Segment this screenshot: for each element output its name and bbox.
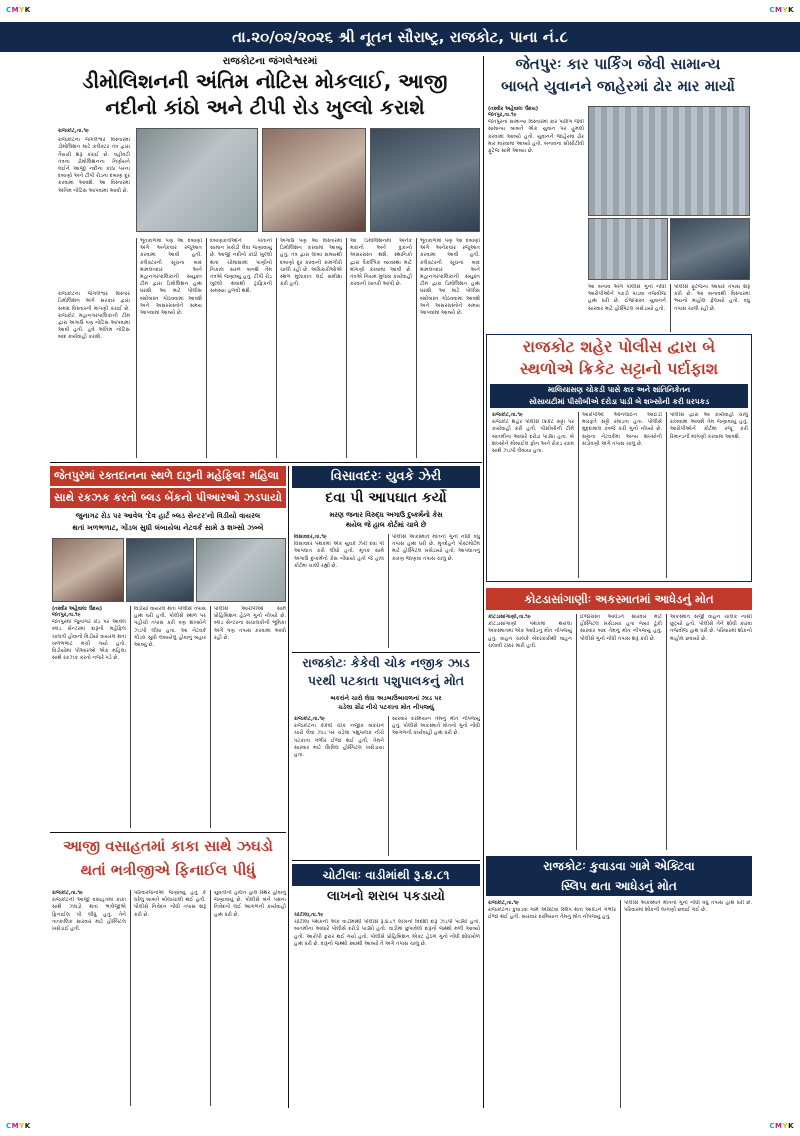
story3-column-1 xyxy=(492,412,574,578)
story10-body-col2: પોલીસે અકસ્માતે મોતનો ગુનો નોંધી વધુ તપાસ હાથ ધરી છે. પરિવારમાં શોકની લાગણી છવાઈ ગઈ છે. xyxy=(620,900,752,1108)
story4-headline-line2: સાથે રકઝક કરતો બ્લડ બેંકનો પીઆરઓ ઝડપાયો xyxy=(50,488,286,508)
story2-dateline: જેતપુર,તા.૧૯ xyxy=(488,112,517,118)
story2-photo-cctv-2 xyxy=(588,218,668,280)
story2-photo-cctv xyxy=(588,106,750,216)
story10-column-1 xyxy=(488,900,616,1108)
story7-subhead xyxy=(292,694,480,712)
story1-body-col3: દબાણકર્તાઓને પોતાનો સામાન ખસેડી લેવા જણાવાયું છે. આજી નદીનો કાંઠો ખુલ્લો થતાં ચોમાસામાં પાણીનો નિકાલ સરળ બનશે તેમ તંત્રએ જણાવ્યું હતું. ટીપી રોડ ખુલ્લો થવાથી ટ્રાફિકની સમસ્યા હળવી થશે. xyxy=(206,238,272,458)
story1-body-col1: રાજકોટના જંગલેશ્વર વિસ્તારમાં ડીમોલિશન માટે કલેક્ટર તંત્ર દ્વારા તૈયારી શરૂ કરાઈ છે. વહીવટી તંત્રના ડીમોલિશનના નિર્ણયને લઈને આજી નદીના કાંઠા પરના દબાણો અને ટીપી રોડના દબાણ દૂર કરવામાં આવશે. આ વિસ્તારમાં અંતિમ નોટિસ આપવામાં આવી છે. xyxy=(58,137,130,194)
story8-body-col3: યુવતીની હાલત હાલ સ્થિર હોવાનું જણાવાયું છે. પોલીસે બંને પક્ષના નિવેદનો લઈ આગળની કાર્યવાહી હાથ ધરી છે. xyxy=(210,890,286,1106)
story5-dateline: વિસાવદર,તા.૧૯ xyxy=(294,534,327,540)
story4-subhead-line1: જુનાગઢ રોડ પર આવેલ 'દેવ હાર્ટ બ્લડ સેન્ટર'નો વિડીયો વાયરલ xyxy=(75,511,261,520)
story7-body-col2: સારવાર દરમિયાન તેમનું મોત નીપજ્યું હતું. પોલીસે અકસ્માતે મોતનો ગુનો નોંધી આગળની કાર્યવાહી હાથ ધરી છે. xyxy=(388,716,480,856)
story4-photo-3 xyxy=(196,538,286,602)
story9-headline-line1: ચોટીલાઃ વાડીમાંથી રૂ.૪.૮૧ xyxy=(292,864,480,886)
print-mark-top-left: CMYK xyxy=(6,6,31,14)
story3-subhead xyxy=(490,384,748,408)
divider xyxy=(292,860,480,861)
story7-subhead-line1: બકરાંને ચારો લેવા અડબાઉબાવળનાં ઝાડ પર xyxy=(330,695,442,702)
story3-headline-line2: સ્થળોએ ક્રિકેટ સટ્ટાનો પર્દાફાશ xyxy=(519,359,719,378)
story5-body-col2: પોલીસે અકસ્માતે મોતનો ગુનો નોંધી વધુ તપાસ હાથ ધરી છે. મૃતદેહને પોસ્ટમોર્ટમ માટે હોસ્પિટલ ખસેડાયો હતો. આપઘાતનું કારણ જાણવા તપાસ ચાલુ છે. xyxy=(388,534,480,648)
story8-column-1 xyxy=(52,890,126,1106)
story10-dateline: રાજકોટ,તા.૧૯ xyxy=(488,900,520,906)
story1-photo-crowd xyxy=(262,128,366,232)
story4-subhead xyxy=(50,510,286,536)
story8-headline-line1: આજી વસાહતમાં કાકા સાથે ઝઘડો xyxy=(63,837,273,855)
story2-headline-line1: જેતપુરઃ કાર પાર્કિંગ જેવી સામાન્ય xyxy=(515,55,721,73)
story9-dateline: ચોટીલા,તા.૧૯ xyxy=(294,912,324,918)
story4-body-col2: વિડીયો વાયરલ થતાં પોલીસે તપાસ હાથ ધરી હતી. પોલીસે સ્થળ પર પહોંચી તપાસ કરી ત્રણ શખ્સોને ઝડપી લીધા હતા. આ નેટવર્ક ગોંડલ સુધી લંબાયેલું હોવાનું બહાર આવ્યું છે. xyxy=(130,606,206,828)
story5-subhead-line2: થયેલ જે હાલ કોર્ટમાં ચાલે છે xyxy=(345,521,427,529)
story6-body-col2: ઈજાગ્રસ્ત આધેડને સારવાર માટે હોસ્પિટલ ખસેડાયા હતા જ્યાં ટૂંકી સારવાર બાદ તેમનું મોત નીપજ્યું હતું. પોલીસે ગુનો નોંધી તપાસ શરૂ કરી છે. xyxy=(576,614,662,850)
story4-column-1 xyxy=(52,606,126,828)
story7-headline-line1: રાજકોટઃ કેકેવી ચોક નજીક ઝાડ xyxy=(302,655,470,670)
story3-body-col1: રાજકોટ શહેર પોલીસે ક્રિકેટ સટ્ટા પર કાર્યવાહી કરી હતી. પીસીબીની ટીમે બાતમીના આધારે દરોડા પાડ્યા હતા. બે શખ્સોને મોબાઈલ ફોન અને રોકડ રકમ સાથે ઝડપી લેવાયા હતા. xyxy=(492,419,574,455)
story1-body-col5: આ ડિમોલિશનમાં અનેક મકાનો અને દુકાનો અસરગ્રસ્ત થશે. સ્થાનિકો દ્વારા વૈકલ્પિક વ્યવસ્થા માટે માંગણી કરવામાં આવી છે. તંત્રએ નિયમ મુજબ કાર્યવાહી કરવાની ખાતરી આપી છે. xyxy=(346,238,412,458)
story6-body-col1: કોટડાસાંગાણી પંથકમાં થયેલા અકસ્માતમાં એક આધેડનું મોત નીપજ્યું હતું. વાહન ચાલકે બેદરકારીથી વાહન ચલાવી ટક્કર મારી હતી. xyxy=(488,621,572,649)
story1-headline-line1: ડીમોલિશનની અંતિમ નોટિસ મોકલાઈ, આજી xyxy=(82,69,448,93)
story6-dateline: કોટડાસાંગાણી,તા.૧૯ xyxy=(488,614,531,620)
story9-headline-line2: લાખનો શરાબ પકડાયો xyxy=(327,889,445,904)
story5-subhead xyxy=(292,510,480,530)
column-divider xyxy=(288,466,289,1108)
story8-body-col2: પરિવારજનોએ જણાવ્યું હતું કે ઘરેલુ બાબતે બોલાચાલી થઈ હતી. પોલીસે નિવેદન નોંધી તપાસ શરૂ કરી છે. xyxy=(130,890,206,1106)
story2-column-1 xyxy=(488,106,584,326)
story3-body-col2: આરોપીઓ ઓનલાઈન આઈડી મારફતે સટ્ટો રમાડતા હતા. પોલીસે મુદ્દામાલ કબ્જે કરી ગુનો નોંધ્યો છે. સટ્ટાના નેટવર્કમાં અન્ય શખ્સોની સંડોવણી અંગે તપાસ ચાલુ છે. xyxy=(578,412,662,578)
story4-body-col3: પોલીસે આરોપીઓ સામે પ્રોહિબિશન હેઠળ ગુનો નોંધ્યો છે. બ્લડ સેન્ટરના સંચાલકોની ભૂમિકા અંગે પણ તપાસ કરવામાં આવી રહી છે. xyxy=(210,606,286,828)
print-mark-bottom-left: CMYK xyxy=(6,1122,31,1130)
print-mark-top-right: CMYK xyxy=(769,6,794,14)
story8-dateline: રાજકોટ,તા.૧૯ xyxy=(52,890,84,896)
story3-headline-line1: રાજકોટ શહેર પોલીસ દ્વારા બે xyxy=(522,337,716,356)
story5-column-1 xyxy=(294,534,384,648)
story1-dateline: રાજકોટ,તા.૧૯ xyxy=(58,128,90,134)
story4-photo-2 xyxy=(126,538,194,602)
story10-headline xyxy=(486,856,752,896)
divider xyxy=(50,462,482,463)
story9-body-col1: ચોટીલા પંથકની એક વાડીમાંથી પોલીસે રૂ.૪.૮૧ લાખનો વિદેશી દારૂ ઝડપી પાડ્યો હતો. બાતમીના આધારે પોલીસે દરોડો પાડ્યો હતો. વાડીમાં છુપાવેલો દારૂનો જથ્થો મળી આવ્યો હતો. આરોપી ફરાર થઈ ગયો હતો. પોલીસે પ્રોહિબિશન એક્ટ હેઠળ ગુનો નોંધી શોધખોળ હાથ ધરી છે. દારૂનો જથ્થો ક્યાંથી આવ્યો તે અંગે તપાસ ચાલુ છે. xyxy=(294,919,480,947)
story10-headline-line1: રાજકોટઃ કુવાડવા ગામે એક્ટિવા xyxy=(543,859,695,873)
story1-headline-line2: નદીનો કાંઠો અને ટીપી રોડ ખુલ્લો કરાશે xyxy=(105,95,425,119)
story4-body-col1: જેતપુરમાં જુનાગઢ રોડ પર આવેલ બ્લડ સેન્ટરમાં દારૂની મહેફિલ ચાલતી હોવાનો વિડીયો વાયરલ થતાં ખળભળાટ મચી ગયો હતો. વિડીયોમાં પીઆરઓ એક મહિલા સાથે રકઝક કરતો નજરે પડે છે. xyxy=(52,619,126,662)
story7-subhead-line2: ચડેલા ગ્રૌઢ નીચે પટકાતા મોત નીપજ્યું xyxy=(337,704,434,711)
column-divider xyxy=(483,56,484,1108)
story1-photo-meeting xyxy=(370,128,480,232)
story1-body-col1b: રાજકોટના જંગલેશ્વર વિસ્તાર ડિમોલિશન અંગે સરકાર દ્વારા સમગ્ર વિસ્તારની માપણી કરાઈ છે. રાજકોટ મહાનગરપાલિકાની ટીમ દ્વારા અગાઉ પણ નોટિસ આપવામાં આવી હતી. હવે અંતિમ નોટિસ બાદ કાર્યવાહી કરાશે. xyxy=(58,291,130,341)
story10-headline-line2: સ્લિપ થતા આધેડનું મોત xyxy=(561,879,677,893)
story4-subhead-line2: થતાં ખળભળાટ, ગોંડલ સુધી લંબાયેલા નેટવર્ક સામે ૩ શખ્સો ઝબ્બે xyxy=(72,523,264,532)
story4-dateline: જેતપુર,તા.૧૯ xyxy=(52,612,81,618)
story5-headline-line2: દવા પી આપઘાત કર્યો xyxy=(325,490,447,506)
story7-dateline: રાજકોટ,તા.૧૯ xyxy=(294,716,326,722)
divider xyxy=(292,652,480,653)
story1-body-col2: ભૂતકાળમાં પણ આ દબાણો અંગે અનેકવાર રજૂઆત કરવામાં આવી હતી. કલેક્ટરની સૂચના બાદ મામલતદાર અને મહાનગરપાલિકાની સંયુક્ત ટીમ દ્વારા ડિમોલિશન હાથ ધરાશે. આ માટે પોલીસ બંદોબસ્ત ગોઠવવામાં આવશે અને અસરગ્રસ્તોને સમય આપવામાં આવ્યો છે. xyxy=(136,238,202,458)
story10-body-col1: રાજકોટના કુવાડવા ગામે એક્ટિવા સ્લિપ થતાં આધેડને ગંભીર ઈજા થઈ હતી. સારવાર દરમિયાન તેમનું મોત નીપજ્યું હતું. xyxy=(488,907,616,921)
story7-column-1 xyxy=(294,716,384,856)
story1-kicker: રાજકોટના જંગલેશ્વરમાં xyxy=(222,56,318,67)
story6-column-1 xyxy=(488,614,572,850)
story1-photo-officials xyxy=(136,128,258,232)
story4-credit: (તસ્વીર અહેવાલઃ ઉદય) xyxy=(52,606,103,612)
story2-photo-cctv-3 xyxy=(670,218,750,280)
story1-column-1 xyxy=(58,128,130,458)
story4-photo-1 xyxy=(52,538,124,602)
story5-headline-line1: વિસાવદરઃ યુવકે ઝેરી xyxy=(292,466,480,488)
story8-body-col1: રાજકોટની આજી વસાહતમાં કાકા સાથે ઝઘડો થતાં ભત્રીજીએ ફિનાઈલ પી લીધું હતું. તેને તાત્કાલિક સારવાર માટે હોસ્પિટલ ખસેડાઈ હતી. xyxy=(52,897,126,933)
story2-body-col1: જેતપુરના સામાન્ય વિસ્તારમાં કાર પાર્કિંગ જેવી સામાન્ય બાબતે એક યુવાન પર હુમલો કરવામાં આવ્યો હતો. યુવાનને જાહેરમાં ઢોર માર મારવામાં આવ્યો હતો. બનાવના સીસીટીવી ફૂટેજ સામે આવ્યા છે. xyxy=(488,119,584,155)
story2-credit: (તસ્વીર અહેવાલઃ ઉદય) xyxy=(488,106,539,112)
story6-body-col3: અકસ્માત સર્જી વાહન ચાલક નાસી છૂટ્યો હતો. પોલીસે તેને શોધી કાઢવા તજવીજ હાથ ધરી છે. પરિવારમાં શોકનો માહોલ છવાયો છે. xyxy=(666,614,752,850)
story5-subhead-line1: મરણ જનાર વિરુદ્ધ અગાઉ દુષ્કર્મનો કેસ xyxy=(329,511,443,519)
story7-body-col1: રાજકોટના કેકેવી ચોક નજીક બકરાંને ચારો લેવા ઝાડ પર ચડેલા પશુપાલક નીચે પટકાતા ગંભીર ઈજા થઈ હતી. તેમને સારવાર માટે સિવિલ હોસ્પિટલ ખસેડાયા હતા. xyxy=(294,723,384,759)
story2-headline-line2: બાબતે યુવાનને જાહેરમાં ઢોર માર માર્યો xyxy=(501,77,735,95)
story8-headline-line2: થતાં ભત્રીજીએ ફિનાઈલ પીધું xyxy=(80,861,256,879)
page-masthead: તા.૨૦/૦૨/૨૦૨૬ શ્રી નૂતન સૌરાષ્ટ્ર, રાજકોટ, પાના નં.૮ xyxy=(0,22,800,52)
story2-body-col2: આ બનાવ અંગે પોલીસે ગુનો નોંધી આરોપીઓને પકડી પાડવા તજવીજ હાથ ધરી છે. ઈજાગ્રસ્ત યુવાનને સારવાર માટે હોસ્પિટલ ખસેડાયો હતો. xyxy=(588,284,666,312)
story2-body-col3: પોલીસે ફૂટેજના આધારે તપાસ શરૂ કરી છે. આ બનાવથી વિસ્તારમાં ભયનો માહોલ ફેલાયો હતો. વધુ તપાસ ચાલી રહી છે. xyxy=(670,284,750,332)
story6-headline-line1: કોટડાસાંગાણીઃ અકસ્માતમાં આધેડનું મોત xyxy=(486,588,752,610)
story3-dateline: રાજકોટ,તા.૧૯ xyxy=(492,412,524,418)
story3-subhead-line2: સોસાયટીમાં પીસીબીએ દરોડા પાડી બે શખ્સોની કરી ધરપકડ xyxy=(528,397,710,406)
divider xyxy=(50,832,286,833)
story3-subhead-line1: માલિયાસણ ચોકડી પાસે કાર અને શાંતિનિકેતન xyxy=(547,385,691,394)
story1-body-col4: અગાઉ પણ આ વિસ્તારમાં ડિમોલિશન કરવામાં આવ્યું હતું. તંત્ર દ્વારા લાંબા સમયથી દબાણો દૂર કરવાની કામગીરી ચાલી રહી છે. અધિકારીઓએ સ્થળ મુલાકાત લઈ સમીક્ષા કરી હતી. xyxy=(276,238,342,458)
story3-body-col3: પોલીસ દ્વારા આ કાર્યવાહી ચાલુ રાખવામાં આવશે તેમ જણાવાયું હતું. આરોપીઓને કોર્ટમાં રજૂ કરી રિમાન્ડની માંગણી કરવામાં આવશે. xyxy=(666,412,748,578)
story7-headline-line2: પરથી પટકાતા પશુપાલકનું મોત xyxy=(307,673,465,688)
story4-headline-line1: જેતપુરમાં રક્તદાનના સ્થળે દારૂની મહેફિલ! મહિલા xyxy=(50,466,286,486)
print-mark-bottom-right: CMYK xyxy=(769,1122,794,1130)
story1-body-col5b: ભૂતકાળમાં પણ આ દબાણો અંગે અનેકવાર રજૂઆત કરવામાં આવી હતી. કલેક્ટરની સૂચના બાદ મામલતદાર અને મહાનગરપાલિકાની સંયુક્ત ટીમ દ્વારા ડિમોલિશન હાથ ધરાશે. આ માટે પોલીસ બંદોબસ્ત ગોઠવવામાં આવશે અને અસરગ્રસ્તોને સમય આપવામાં આવ્યો છે. xyxy=(416,238,480,458)
story9-column-1 xyxy=(294,912,480,1108)
story5-body-col1: વિસાવદર પંથકમાં એક યુવકે ઝેરી દવા પી આપઘાત કરી લીધો હતો. મૃતક સામે અગાઉ દુષ્કર્મનો કેસ નોંધાયો હતો જે હાલ કોર્ટમાં ચાલી રહ્યો છે. xyxy=(294,541,384,569)
